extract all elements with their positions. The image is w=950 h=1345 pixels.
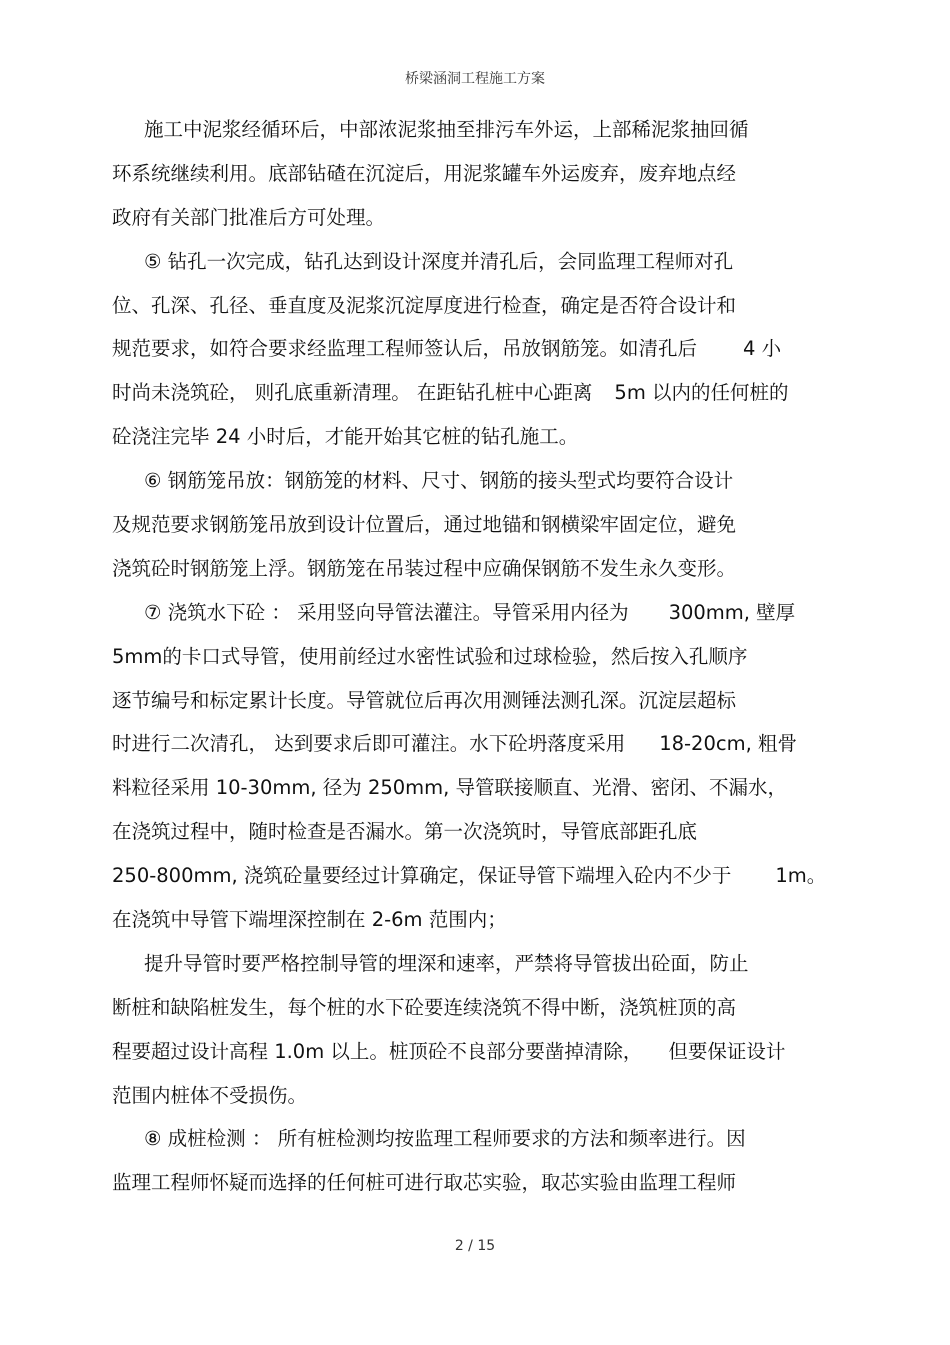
- text-line: 在浇筑过程中，随时检查是否漏水。第一次浇筑时，导管底部距孔底: [112, 820, 698, 844]
- text-line: 环系统继续利用。底部钻碴在沉淀后，用泥浆罐车外运废弃，废弃地点经: [112, 161, 737, 185]
- text-segment: 18-20cm, 粗骨: [659, 732, 797, 756]
- text-segment: 程要超过设计高程 1.0m 以上。桩顶砼不良部分要凿掉清除，: [112, 1039, 643, 1063]
- text-line: ⑤ 钻孔一次完成，钻孔达到设计深度并清孔后，会同监理工程师对孔: [144, 249, 734, 273]
- text-line: 位、孔深、孔径、垂直度及泥浆沉淀厚度进行检查，确定是否符合设计和: [112, 293, 737, 317]
- text-line: 在浇筑中导管下端埋深控制在 2-6m 范围内；: [112, 908, 507, 932]
- text-segment: 规范要求，如符合要求经监理工程师签认后，吊放钢筋笼。如清孔后: [112, 337, 698, 361]
- page-number: 2 / 15: [454, 1238, 496, 1254]
- text-line: 砼浇注完毕 24 小时后，才能开始其它桩的钻孔施工。: [112, 425, 579, 449]
- text-line: 政府有关部门批准后方可处理。: [112, 205, 386, 229]
- text-line: 范围内桩体不受损伤。: [112, 1083, 308, 1107]
- text-segment: 时尚未浇筑砼， 则孔底重新清理。 在距钻孔桩中心距离: [112, 381, 593, 405]
- text-line: 施工中泥浆经循环后，中部浓泥浆抽至排污车外运，上部稀泥浆抽回循: [144, 118, 749, 141]
- text-line: 及规范要求钢筋笼吊放到设计位置后，通过地锚和钢横梁牢固定位，避免: [112, 513, 737, 537]
- page-header: 桥梁涵洞工程施工方案: [405, 71, 545, 87]
- text-segment: 300mm, 壁厚: [668, 600, 796, 624]
- text-line: 断桩和缺陷桩发生，每个桩的水下砼要连续浇筑不得中断，浇筑桩顶的高: [112, 995, 737, 1019]
- text-line: 提升导管时要严格控制导管的埋深和速率，严禁将导管拔出砼面，防止: [144, 951, 749, 975]
- text-segment: 5m 以内的任何桩的: [614, 381, 789, 405]
- text-line: [112, 728, 842, 772]
- text-line: [112, 597, 842, 641]
- text-segment: 4 小: [743, 337, 782, 361]
- text-line: 监理工程师怀疑而选择的任何桩可进行取芯实验，取芯实验由监理工程师: [112, 1171, 737, 1195]
- text-segment: ⑦ 浇筑水下砼 ： 采用竖向导管法灌注。导管采用内径为: [144, 600, 629, 624]
- text-line: 逐节编号和标定累计长度。导管就位后再次用测锤法测孔深。沉淀层超标: [112, 688, 737, 712]
- text-line: ⑥ 钢筋笼吊放：钢筋笼的材料、尺寸、钢筋的接头型式均要符合设计: [144, 469, 734, 493]
- text-line: [112, 1036, 842, 1080]
- text-segment: 250-800mm, 浇筑砼量要经过计算确定，保证导管下端埋入砼内不少于: [112, 864, 732, 888]
- text-line: [112, 377, 842, 421]
- text-line: 5mm的卡口式导管，使用前经过水密性试验和过球检验，然后按入孔顺序: [112, 644, 748, 668]
- text-line: [112, 860, 842, 904]
- document-body: [112, 114, 842, 1211]
- text-line: 浇筑砼时钢筋笼上浮。钢筋笼在吊装过程中应确保钢筋不发生永久变形。: [112, 556, 737, 580]
- text-segment: 1m。: [775, 864, 827, 888]
- text-line: ⑧ 成桩检测 ： 所有桩检测均按监理工程师要求的方法和频率进行。因: [144, 1127, 746, 1151]
- text-segment: 时进行二次清孔， 达到要求后即可灌注。水下砼坍落度采用: [112, 732, 626, 756]
- text-segment: 但要保证设计: [668, 1039, 786, 1063]
- text-line: [112, 333, 842, 377]
- text-line: 料粒径采用 10-30mm, 径为 250mm, 导管联接顺直、光滑、密闭、不漏水，: [112, 776, 788, 800]
